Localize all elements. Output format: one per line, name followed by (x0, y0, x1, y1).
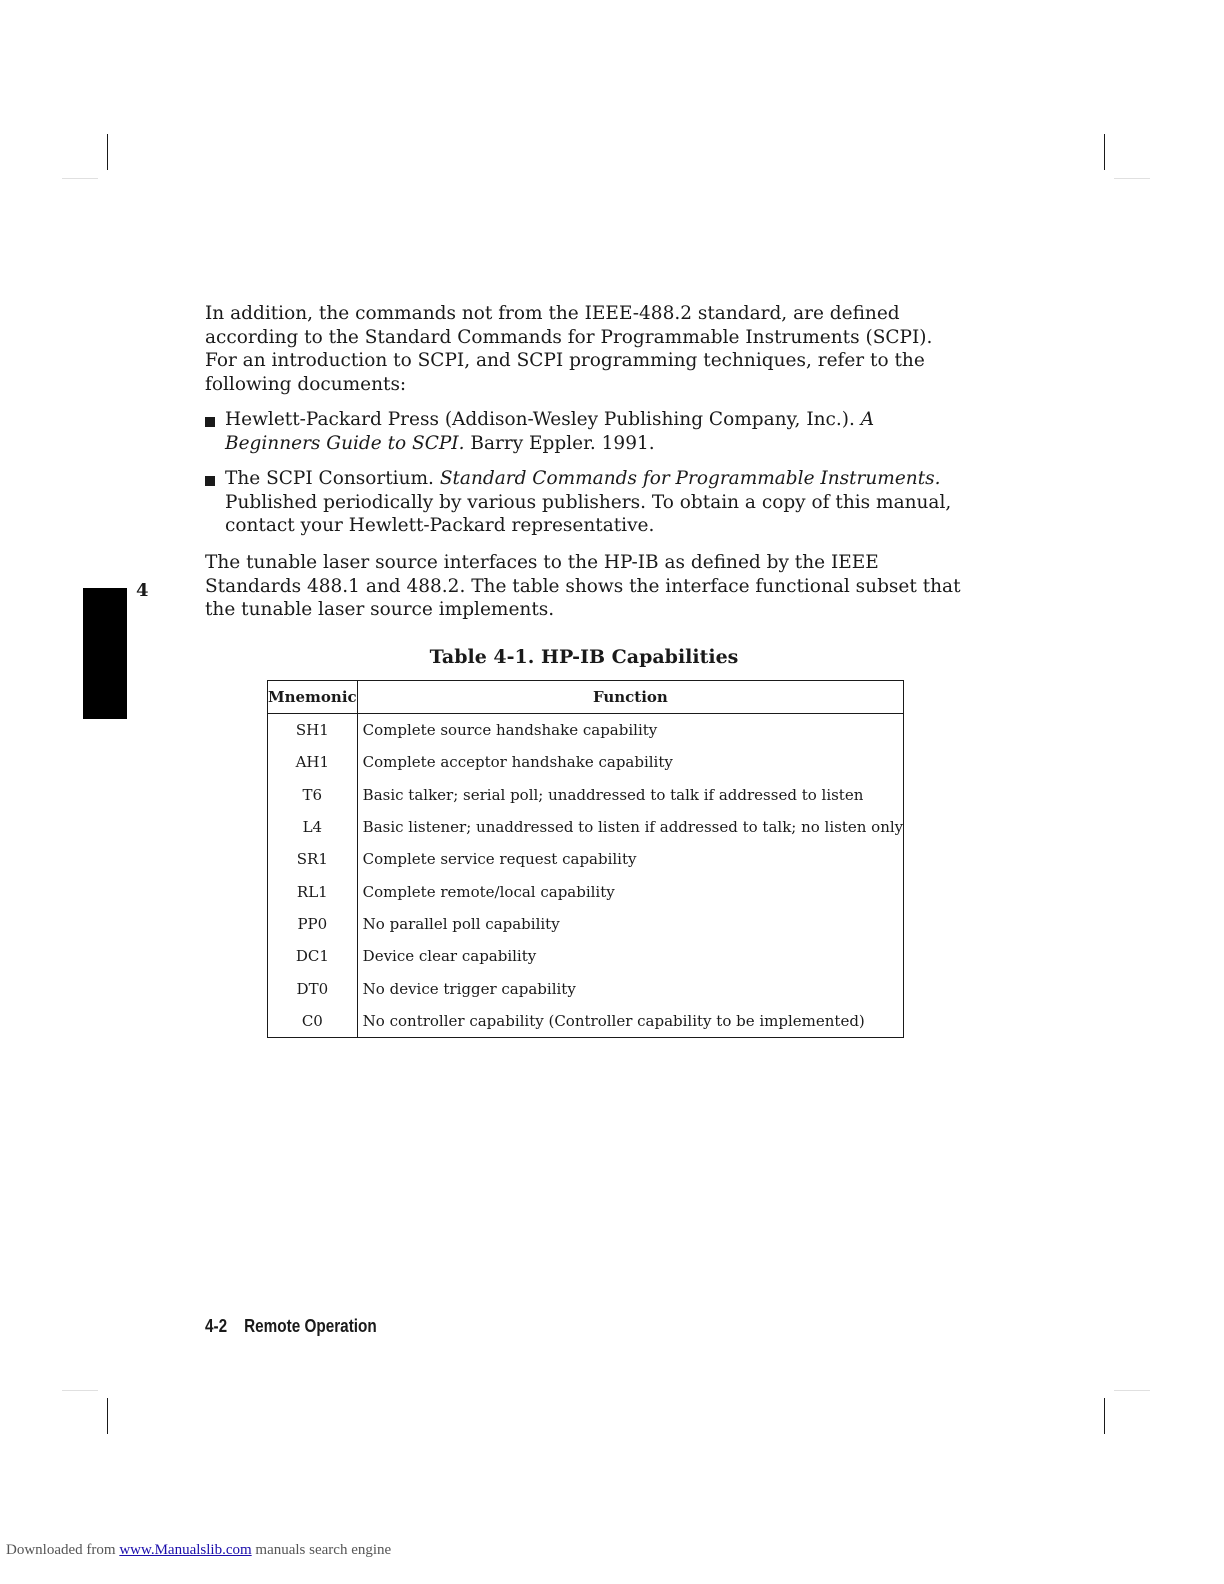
section-title: Remote Operation (244, 1316, 377, 1336)
interface-paragraph: The tunable laser source interfaces to the HP-IB as defined by the IEEE Standards 488.1 and 488.2. The table shows the interface functional subset that the tunable laser source implements. (205, 552, 961, 620)
function-cell: No device trigger capability (362, 979, 576, 998)
reference-title: Standard Commands for Programmable Instruments. (439, 468, 941, 489)
function-cell: No parallel poll capability (362, 914, 560, 933)
crop-mark-bottom-left (107, 1398, 108, 1434)
download-banner (6, 1542, 391, 1559)
table-row (268, 972, 904, 1004)
intro-paragraph: In addition, the commands not from the IEEE-488.2 standard, are defined according to the Standard Commands for Programmable Instruments (SCPI). For an introduction to SCPI, and SCPI programming techniques, refer to the following documents: (205, 303, 933, 395)
download-suffix: manuals search engine (251, 1542, 392, 1558)
reference-item (205, 408, 965, 455)
table-row (268, 811, 904, 843)
mnemonic-cell: DC1 (268, 940, 358, 972)
crop-line-top-left (62, 178, 98, 179)
chapter-number: 4 (136, 580, 149, 601)
function-cell: Basic listener; unaddressed to listen if addressed to talk; no listen only (362, 818, 904, 837)
crop-mark-top-left (107, 134, 108, 170)
manualslib-link[interactable]: www.Manualslib.com (119, 1542, 252, 1558)
function-cell: Complete remote/local capability (362, 882, 615, 901)
reference-item (205, 467, 965, 538)
table-row (268, 779, 904, 811)
function-cell: Device clear capability (362, 947, 537, 966)
mnemonic-cell: PP0 (268, 908, 358, 940)
table-caption: Table 4-1. HP-IB Capabilities (429, 646, 739, 668)
reference-publisher: Hewlett-Packard Press (Addison-Wesley Publishing Company, Inc.). (225, 409, 861, 430)
mnemonic-cell: DT0 (268, 972, 358, 1004)
table-row (268, 1005, 904, 1038)
reference-list (205, 408, 965, 550)
function-cell: Complete source handshake capability (362, 721, 658, 740)
function-cell: Complete service request capability (362, 850, 637, 869)
mnemonic-cell: AH1 (268, 746, 358, 778)
table-row (268, 940, 904, 972)
reference-details: Published periodically by various publishers. To obtain a copy of this manual, contact your Hewlett-Packard representative. (225, 491, 952, 536)
reference-title: A Beginners Guide to SCPI. (225, 409, 875, 454)
mnemonic-cell: SH1 (268, 714, 358, 747)
mnemonic-cell: C0 (268, 1005, 358, 1038)
crop-line-top-right (1114, 178, 1150, 179)
page-number: 4-2 (205, 1316, 228, 1336)
crop-mark-bottom-right (1104, 1398, 1105, 1434)
download-prefix: Downloaded from (6, 1542, 120, 1558)
table-row (268, 908, 904, 940)
crop-mark-top-right (1104, 134, 1105, 170)
function-cell: No controller capability (Controller capability to be implemented) (362, 1011, 865, 1030)
table-row (268, 746, 904, 778)
crop-line-bottom-right (1114, 1390, 1150, 1391)
table-row (268, 843, 904, 875)
table-row (268, 875, 904, 907)
bullet-square-icon (205, 417, 215, 427)
reference-publisher: The SCPI Consortium. (225, 468, 440, 489)
reference-details: Barry Eppler. 1991. (464, 432, 655, 454)
function-cell: Basic talker; serial poll; unaddressed to talk if addressed to listen (362, 785, 864, 804)
mnemonic-cell: RL1 (268, 875, 358, 907)
mnemonic-cell: T6 (268, 779, 358, 811)
crop-line-bottom-left (62, 1390, 98, 1391)
table-row (268, 714, 904, 747)
page-footer (205, 1316, 377, 1337)
table-header-row (268, 681, 904, 714)
column-header-function: Function (357, 681, 903, 714)
mnemonic-cell: L4 (268, 811, 358, 843)
bullet-square-icon (205, 476, 215, 486)
capabilities-table (267, 680, 904, 1038)
mnemonic-cell: SR1 (268, 843, 358, 875)
column-header-mnemonic: Mnemonic (268, 681, 358, 714)
function-cell: Complete acceptor handshake capability (362, 753, 673, 772)
